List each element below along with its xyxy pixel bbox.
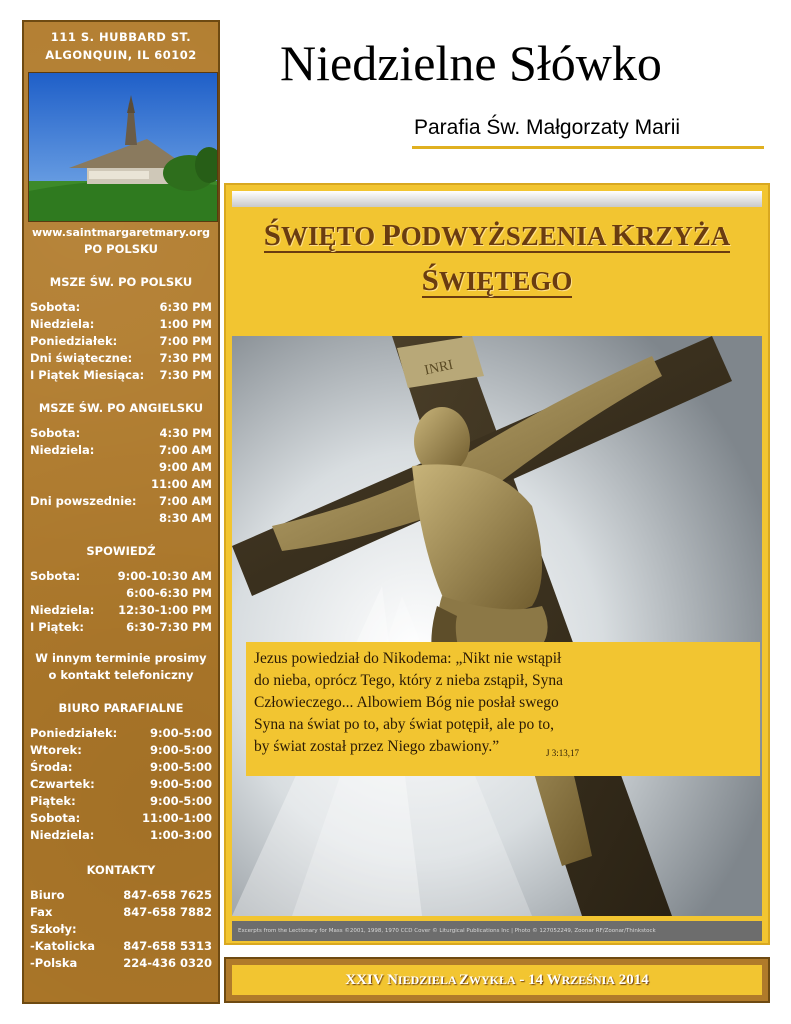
schedule-row — [24, 367, 218, 384]
schedule-label: Wtorek: — [30, 743, 82, 757]
schedule-row — [24, 742, 218, 759]
schedule-label: Środa: — [30, 760, 73, 774]
schedule-label: I Piątek Miesiąca: — [30, 368, 145, 382]
schedule-row — [24, 602, 218, 619]
schedule-label: Poniedziałek: — [30, 334, 118, 348]
title-initial: Ś — [263, 217, 282, 252]
quote-text — [254, 648, 604, 758]
schedule-row — [24, 442, 218, 459]
title-part: ODWYŻSZENIA — [400, 221, 612, 251]
schedule-row — [24, 493, 218, 510]
address-street: 111 S. HUBBARD ST. — [50, 30, 192, 44]
mass-pl-heading: MSZE ŚW. PO POLSKU — [49, 275, 193, 289]
date-part: XXIV N — [345, 972, 398, 988]
schedule-value: 6:00-6:30 PM — [126, 586, 212, 600]
title-initial: P — [381, 217, 401, 252]
schedule-value: 1:00 PM — [159, 317, 212, 331]
mass-en-list — [24, 425, 218, 527]
date-text — [232, 965, 762, 995]
title-part: RZYŻA — [635, 221, 731, 251]
website-link[interactable]: www.saintmargaretmary.org — [31, 226, 211, 239]
address — [24, 22, 218, 64]
church-photo — [28, 72, 218, 222]
office-heading: BIURO PARAFIALNE — [58, 701, 184, 715]
quote-reference: J 3:13,17 — [546, 748, 580, 758]
schedule-value: 9:00-5:00 — [150, 743, 212, 757]
schedule-value: 1:00-3:00 — [150, 828, 212, 842]
quote-line: do nieba, oprócz Tego, który z nieba zstąpił, Syna — [254, 672, 563, 689]
title-initial: K — [611, 217, 636, 252]
schedule-row — [24, 725, 218, 742]
schedule-value: 9:00 AM — [159, 460, 212, 474]
title-initial: Ś — [421, 262, 439, 297]
schedule-label: Fax — [30, 905, 53, 919]
confession-note-line1: W innym terminie prosimy — [35, 651, 207, 665]
schedule-row — [24, 350, 218, 367]
schedule-row — [24, 955, 218, 972]
schedule-row — [24, 425, 218, 442]
schedule-value: 224-436 0320 — [123, 956, 212, 970]
schedule-label: Sobota: — [30, 569, 81, 583]
contacts-list — [24, 887, 218, 972]
schedule-row — [24, 299, 218, 316]
schedule-value: 847-658 7625 — [123, 888, 212, 902]
schedule-value: 847-658 7882 — [123, 905, 212, 919]
schedule-value: 7:30 PM — [159, 351, 212, 365]
newsletter-title: Niedzielne Słówko — [280, 35, 662, 91]
schedule-label: Niedziela: — [30, 603, 95, 617]
mass-pl-list — [24, 299, 218, 384]
schedule-row — [24, 904, 218, 921]
schedule-row — [24, 827, 218, 844]
schedule-row — [24, 459, 218, 476]
date-part: RZEŚNIA — [561, 973, 615, 987]
date-part: - 14 W — [515, 972, 562, 988]
contacts-heading: KONTAKTY — [86, 863, 156, 877]
schedule-label: Czwartek: — [30, 777, 95, 791]
title-part: WIĘTO — [281, 221, 382, 251]
sidebar-info — [24, 224, 218, 972]
schedule-label: -Katolicka — [30, 939, 95, 953]
schedule-row — [24, 619, 218, 636]
schedule-label: Dni powszednie: — [30, 494, 137, 508]
schedule-label: Biuro — [30, 888, 65, 902]
schedule-row — [24, 921, 218, 938]
schedule-value: 8:30 AM — [159, 511, 212, 525]
schedule-row — [24, 793, 218, 810]
schedule-label: Sobota: — [30, 426, 81, 440]
website-sub: PO POLSKU — [83, 242, 159, 256]
schedule-value: 7:00 PM — [159, 334, 212, 348]
schedule-value: 7:00 AM — [159, 443, 212, 457]
credits-text: Excerpts from the Lectionary for Mass ©2001, 1998, 1970 CCD Cover © Liturgical Publications Inc | Photo © 127052249, Zoonar RF/Zoonar/Thinkstock — [238, 928, 656, 934]
image-credits — [232, 921, 762, 941]
schedule-label: Sobota: — [30, 300, 81, 314]
schedule-row — [24, 887, 218, 904]
quote-line: Człowieczego... Albowiem Bóg nie posłał swego — [254, 694, 559, 711]
confession-note-line2: o kontakt telefoniczny — [48, 668, 194, 682]
schedule-label: I Piątek: — [30, 620, 84, 634]
schedule-row — [24, 568, 218, 585]
schedule-label: Szkoły: — [30, 922, 77, 936]
schedule-row — [24, 938, 218, 955]
address-city: ALGONQUIN, IL 60102 — [45, 48, 197, 62]
schedule-value: 4:30 PM — [159, 426, 212, 440]
confession-list — [24, 568, 218, 636]
quote-line: Jezus powiedział do Nikodema: „Nikt nie wstąpił — [254, 650, 562, 667]
schedule-label: Niedziela: — [30, 828, 95, 842]
schedule-label: Sobota: — [30, 811, 81, 825]
office-list — [24, 725, 218, 844]
schedule-value: 9:00-5:00 — [150, 794, 212, 808]
date-part: 2014 — [614, 972, 649, 988]
schedule-label: Poniedziałek: — [30, 726, 118, 740]
schedule-row — [24, 776, 218, 793]
quote-line: Syna na świat po to, aby świat potępił, ale po to, — [254, 716, 555, 733]
schedule-label: Niedziela: — [30, 317, 95, 331]
parish-name: Parafia Św. Małgorzaty Marii — [414, 116, 681, 139]
schedule-value: 9:00-10:30 AM — [117, 569, 212, 583]
date-part: IEDZIELA — [397, 973, 459, 987]
schedule-label: Dni świąteczne: — [30, 351, 133, 365]
confession-note — [24, 650, 218, 684]
schedule-value: 6:30 PM — [159, 300, 212, 314]
date-part: Z — [458, 972, 469, 988]
schedule-value: 7:30 PM — [159, 368, 212, 382]
scripture-quote — [246, 642, 760, 910]
schedule-row — [24, 316, 218, 333]
confession-heading: SPOWIEDŹ — [86, 544, 156, 558]
schedule-value: 11:00-1:00 — [142, 811, 212, 825]
schedule-value: 7:00 AM — [159, 494, 212, 508]
schedule-row — [24, 333, 218, 350]
schedule-value: 11:00 AM — [151, 477, 212, 491]
schedule-label: Piątek: — [30, 794, 76, 808]
schedule-value: 9:00-5:00 — [150, 760, 212, 774]
schedule-label: Niedziela: — [30, 443, 95, 457]
church-illustration — [29, 73, 217, 221]
schedule-row — [24, 759, 218, 776]
schedule-value: 9:00-5:00 — [150, 726, 212, 740]
schedule-value: 9:00-5:00 — [150, 777, 212, 791]
mass-en-heading: MSZE ŚW. PO ANGIELSKU — [38, 401, 204, 415]
schedule-row — [24, 810, 218, 827]
schedule-row — [24, 585, 218, 602]
schedule-label: -Polska — [30, 956, 78, 970]
inri-text: INRI — [423, 357, 455, 379]
schedule-value: 6:30-7:30 PM — [126, 620, 212, 634]
quote-line: by świat został przez Niego zbawiony.” — [254, 738, 500, 755]
schedule-row — [24, 510, 218, 527]
schedule-row — [24, 476, 218, 493]
date-part: WYKŁA — [468, 973, 516, 987]
top-band — [232, 191, 762, 207]
sidebar — [22, 20, 220, 1004]
title-part: WIĘTEGO — [438, 266, 573, 296]
header-rule — [412, 146, 764, 149]
date-banner — [224, 957, 770, 1003]
feature-title — [232, 213, 762, 303]
schedule-value: 847-658 5313 — [123, 939, 212, 953]
feature-panel — [224, 183, 770, 945]
schedule-value: 12:30-1:00 PM — [118, 603, 212, 617]
